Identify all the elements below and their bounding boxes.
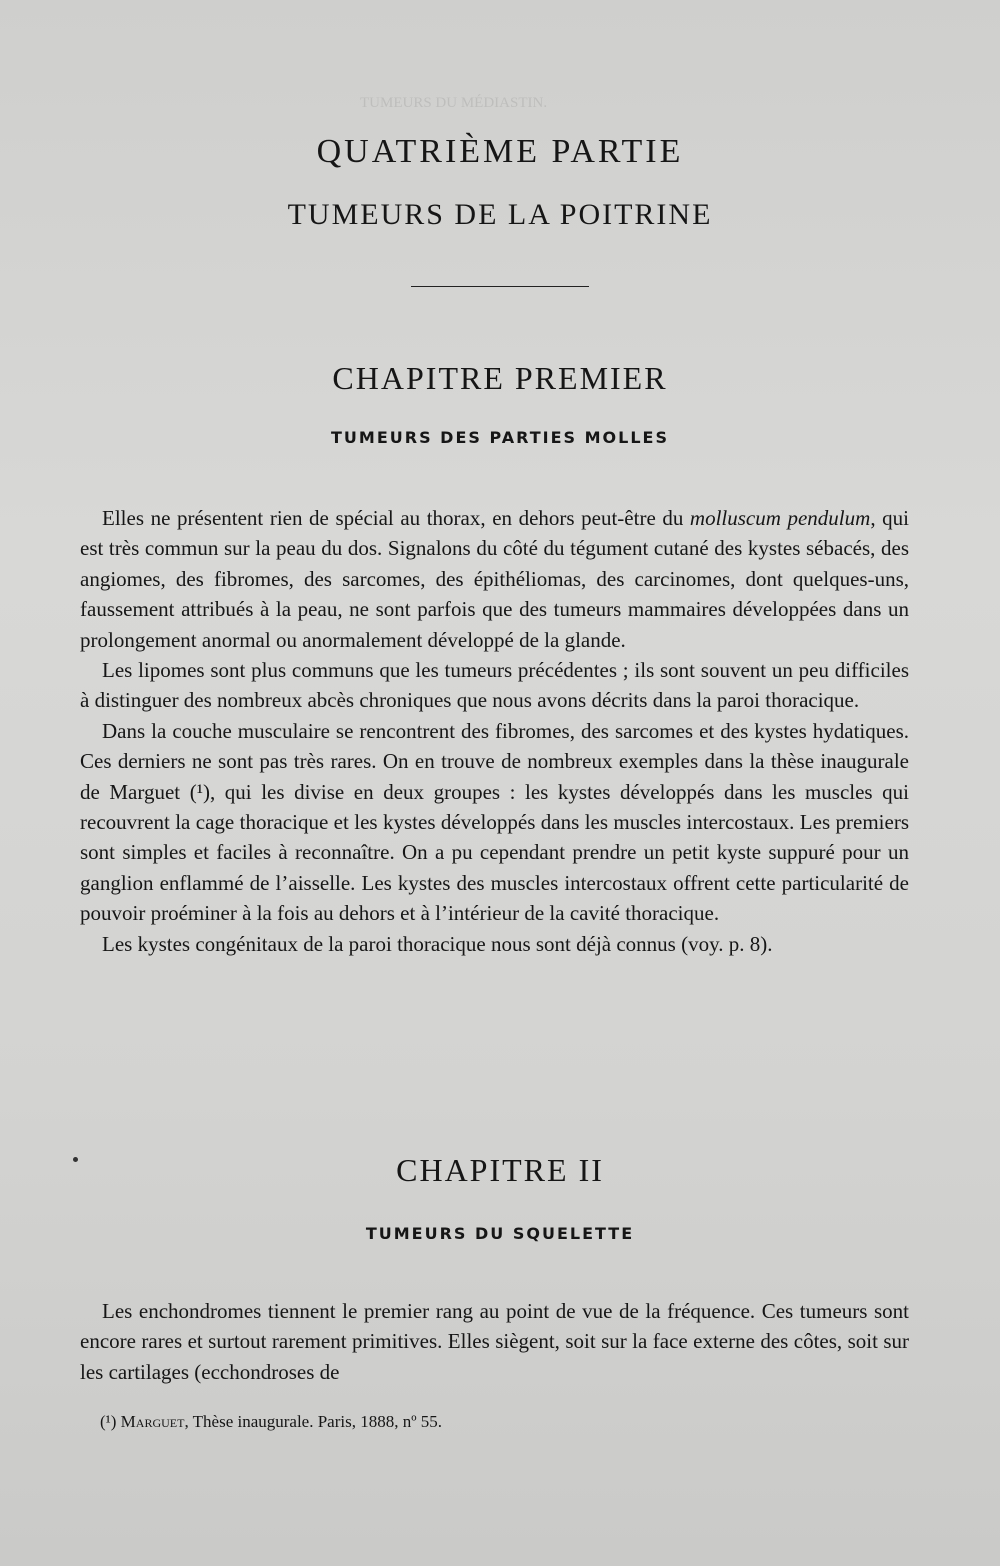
paragraph-4: Les kystes congénitaux de la paroi thoracique nous sont déjà connus (voy. p. 8). xyxy=(102,931,773,956)
paragraph-1-italic: molluscum pendulum xyxy=(689,506,871,530)
footnote xyxy=(100,1412,442,1432)
chapter-2-body xyxy=(80,1296,909,1387)
paragraph-3: Dans la couche musculaire se rencontrent des fibromes, des sarcomes et des kystes hydatiques. Ces derniers ne sont pas très rares. On en trouve de nombreux exemples dans la thèse inaugurale de Marguet (¹), qui les divise en deux groupes : les kystes développés dans les muscles qui recouvrent la cage thoracique et les kystes développés dans les muscles intercostaux. Les premiers sont simples et faciles à reconnaître. On a pu cependant prendre un petit kyste suppuré pour un ganglion enflammé de l’aisselle. Les kystes des muscles intercostaux offrent cette particularité de pouvoir proéminer à la fois au dehors et à l’intérieur de la cavité thoracique. xyxy=(80,718,909,926)
paragraph-2: Les lipomes sont plus communs que les tumeurs précédentes ; ils sont souvent un peu difficiles à distinguer des nombreux abcès chroniques que nous avons décrits dans la paroi thoracique. xyxy=(80,658,909,713)
footnote-author: Marguet xyxy=(120,1412,185,1431)
section-divider xyxy=(411,286,589,287)
chapter-1-subtitle: TUMEURS DES PARTIES MOLLES xyxy=(331,428,669,447)
part-title: QUATRIÈME PARTIE xyxy=(316,133,684,170)
bleed-through: TUMEURS DU MÉDIASTIN. xyxy=(360,95,548,111)
part-subtitle: TUMEURS DE LA POITRINE xyxy=(287,198,713,231)
paragraph-5: Les enchondromes tiennent le premier rang au point de vue de la fréquence. Ces tumeurs sont encore rares et surtout rarement primitives. Elles siègent, soit sur la face externe des côtes, soit sur les cartilages (ecchondroses de xyxy=(80,1299,909,1384)
paragraph-1-end: , qui est très commun sur la peau du dos. Signalons du côté du tégument cutané des kystes sébacés, des angiomes, des fibromes, des sarcomes, des épithéliomas, des carcinomes, dont quelques-uns, faussement attribués à la peau, ne sont parfois que des tumeurs mammaires développées dans un prolongement anormal ou anormalement développé de la glande. xyxy=(80,506,909,652)
chapter-1-body xyxy=(80,503,909,959)
footnote-marker: (¹) xyxy=(100,1412,117,1431)
footnote-text: , Thèse inaugurale. Paris, 1888, nº 55. xyxy=(184,1412,443,1431)
paragraph-1-start: Elles ne présentent rien de spécial au thorax, en dehors peut-être du xyxy=(102,506,690,530)
chapter-2-subtitle: TUMEURS DU SQUELETTE xyxy=(365,1224,635,1243)
chapter-1-title: CHAPITRE PREMIER xyxy=(332,360,668,396)
paragraph-1 xyxy=(80,503,909,655)
chapter-2-title: CHAPITRE II xyxy=(396,1152,604,1188)
